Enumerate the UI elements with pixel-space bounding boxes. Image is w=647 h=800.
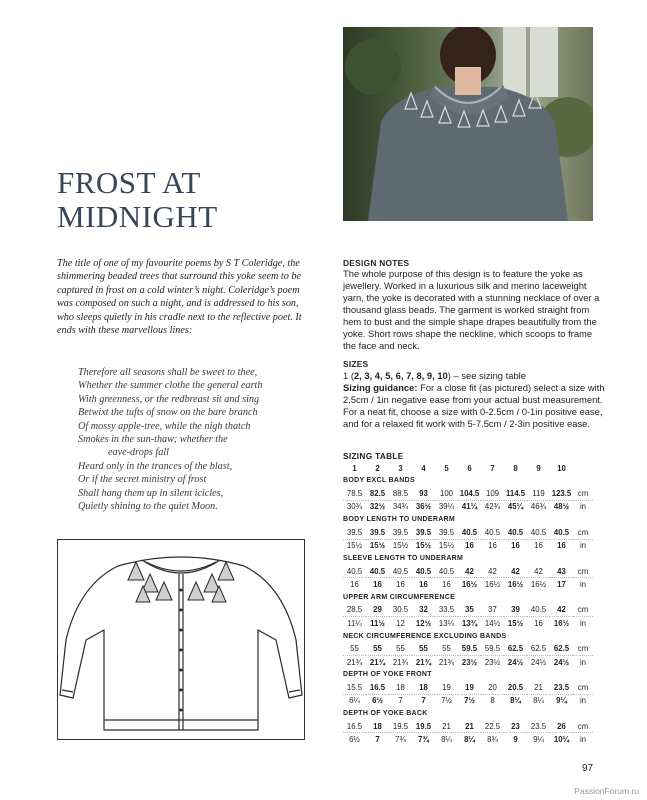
- measurement-cell: 30¾: [346, 502, 363, 512]
- measurement-cell: 16½: [484, 580, 501, 590]
- measurement-cell: 23.5: [527, 720, 550, 733]
- poem-line: eave-drops fall: [108, 447, 170, 459]
- measurement-cell: 16½: [461, 580, 478, 590]
- measurement-cell: 30.5: [389, 604, 412, 617]
- measurement-cell: 40.5: [389, 565, 412, 578]
- measurement-in-row: [343, 500, 593, 513]
- measurement-cell: 16: [419, 580, 428, 590]
- cardigan-sketch: [57, 539, 305, 740]
- poem-line: Heard only in the trances of the blast,: [78, 460, 233, 472]
- measurement-cell: 24½: [553, 657, 570, 667]
- unit-label: cm: [573, 720, 593, 733]
- measurement-cell: 7½: [441, 696, 452, 706]
- size-number: 3: [398, 463, 403, 473]
- measurement-cell: 39.5: [366, 526, 389, 539]
- measurement-cell: 21¾: [392, 657, 409, 667]
- measurement-cell: 40.5: [504, 526, 527, 539]
- measurement-cell: 104.5: [458, 487, 481, 500]
- sizes-prefix: 1 (: [343, 370, 354, 381]
- measurement-cell: 19.5: [389, 720, 412, 733]
- unit-label: in: [579, 580, 587, 590]
- measurement-cell: 16: [511, 541, 520, 551]
- measurement-cell: 8¼: [510, 696, 521, 706]
- measurement-cell: 7: [375, 735, 380, 745]
- measurement-cell: 11¼: [347, 618, 362, 628]
- page-title: FROST AT MIDNIGHT: [57, 165, 218, 234]
- measurement-cell: 8¼: [464, 735, 475, 745]
- measurement-cell: 16: [442, 580, 451, 590]
- measurement-cell: 24½: [530, 657, 547, 667]
- measurement-cell: 15½: [415, 541, 432, 551]
- measurement-cell: 23½: [484, 657, 501, 667]
- measurement-cell: 55: [412, 643, 435, 656]
- measurement-in-row: [343, 617, 593, 630]
- section-heading: DEPTH OF YOKE FRONT: [343, 671, 432, 679]
- measurement-cell: 42: [527, 565, 550, 578]
- sizes-list: 2, 3, 4, 5, 6, 7, 8, 9, 10: [353, 370, 448, 381]
- section-heading-row: [343, 707, 593, 720]
- size-number: 5: [444, 463, 449, 473]
- size-number: 6: [467, 463, 472, 473]
- section-heading: SLEEVE LENGTH TO UNDERARM: [343, 554, 464, 562]
- measurement-cell: 6½: [372, 696, 383, 706]
- measurement-cell: 39¼: [438, 502, 455, 512]
- unit-label: in: [579, 657, 587, 667]
- measurement-cell: 46¾: [530, 502, 547, 512]
- size-number: 8: [513, 463, 518, 473]
- measurement-cell: 16½: [530, 580, 547, 590]
- measurement-cell: 21¾: [438, 657, 455, 667]
- measurement-cell: 14½: [484, 618, 501, 628]
- section-heading: DEPTH OF YOKE BACK: [343, 710, 428, 718]
- measurement-cm-row: [343, 604, 593, 617]
- measurement-cell: 39: [504, 604, 527, 617]
- size-number: 2: [375, 463, 380, 473]
- watermark: PassionForum.ru: [574, 786, 639, 796]
- measurement-cell: 6¼: [349, 696, 360, 706]
- poem-line: Of mossy apple-tree, while the nigh thatch: [78, 420, 251, 432]
- design-notes-text: The whole purpose of this design is to feature the yoke as jewellery. Worked in a luxurious silk and merino laceweight yarn, the yoke is decorated with a stunning necklace of over a thousand glass beads. The garment is worked straight from hem to bust and the simple shape drapes beautifully from the yoke. Short rows shape the neckline, which scoops to frame the face and neck.: [343, 268, 600, 351]
- measurement-cell: 12: [396, 618, 405, 628]
- measurement-cell: 16: [396, 580, 405, 590]
- measurement-cell: 39.5: [435, 526, 458, 539]
- unit-label: cm: [573, 681, 593, 694]
- measurement-cell: 21¾: [369, 657, 386, 667]
- measurement-in-row: [343, 655, 593, 668]
- measurement-cell: 21¾: [415, 657, 432, 667]
- measurement-cell: 35: [458, 604, 481, 617]
- measurement-cm-row: [343, 720, 593, 733]
- measurement-cell: 39.5: [343, 526, 366, 539]
- section-heading-row: [343, 552, 593, 565]
- measurement-cell: 9¼: [533, 735, 544, 745]
- measurement-cell: 8: [490, 696, 495, 706]
- section-heading-row: [343, 474, 593, 487]
- measurement-cell: 33.5: [435, 604, 458, 617]
- measurement-cell: 48½: [553, 502, 570, 512]
- measurement-cell: 32: [412, 604, 435, 617]
- measurement-cell: 16: [488, 541, 497, 551]
- measurement-cell: 55: [435, 643, 458, 656]
- measurement-cell: 16: [534, 618, 543, 628]
- measurement-cell: 19: [435, 681, 458, 694]
- poem-line: Therefore all seasons shall be sweet to thee,: [78, 367, 258, 378]
- measurement-cell: 55: [366, 643, 389, 656]
- measurement-cell: 62.5: [504, 643, 527, 656]
- measurement-cell: 23½: [461, 657, 478, 667]
- poem-line: Quietly shining to the quiet Moon.: [78, 501, 218, 513]
- measurement-cell: 42¾: [484, 502, 501, 512]
- unit-label: in: [579, 502, 587, 512]
- sizing-guidance-label: Sizing guidance:: [343, 382, 418, 393]
- section-heading-row: [343, 591, 593, 604]
- measurement-cell: 39.5: [412, 526, 435, 539]
- poem-line: Betwixt the tufts of snow on the bare branch: [78, 407, 258, 419]
- measurement-cell: 16½: [507, 580, 524, 590]
- poem-line: With greenness, or the redbreast sit and sing: [78, 393, 260, 405]
- measurement-cell: 40.5: [343, 565, 366, 578]
- size-number: 7: [490, 463, 495, 473]
- unit-label: in: [579, 735, 587, 745]
- measurement-cell: 34¾: [392, 502, 409, 512]
- measurement-cm-row: [343, 526, 593, 539]
- measurement-cell: 10¼: [553, 735, 570, 745]
- measurement-cell: 18: [389, 681, 412, 694]
- measurement-cell: 40.5: [550, 526, 573, 539]
- size-number-row: [343, 462, 593, 474]
- measurement-cell: 55: [343, 643, 366, 656]
- measurement-cell: 20.5: [504, 681, 527, 694]
- measurement-cell: 62.5: [527, 643, 550, 656]
- measurement-cell: 21: [435, 720, 458, 733]
- measurement-cell: 7¾: [395, 735, 406, 745]
- measurement-cell: 32½: [369, 502, 386, 512]
- measurement-cell: 42: [550, 604, 573, 617]
- measurement-cell: 16: [373, 580, 382, 590]
- measurement-cell: 119: [527, 487, 550, 500]
- unit-spacer: [573, 462, 593, 474]
- measurement-cell: 22.5: [481, 720, 504, 733]
- measurement-cell: 23: [504, 720, 527, 733]
- measurement-cell: 36½: [415, 502, 432, 512]
- measurement-cell: 21: [527, 681, 550, 694]
- measurement-cell: 16: [557, 541, 566, 551]
- measurement-cell: 15.5: [343, 681, 366, 694]
- measurement-cell: 8¾: [487, 735, 498, 745]
- measurement-cell: 15½: [369, 541, 386, 551]
- measurement-cell: 42: [504, 565, 527, 578]
- unit-label: cm: [573, 487, 593, 500]
- measurement-cell: 28.5: [343, 604, 366, 617]
- size-number: 9: [536, 463, 541, 473]
- sizing-guidance-text: For a close fit (as pictured) select a size with 2.5cm / 1in negative ease from your actual bust measurement. For a neat fit, choose a size with 0-2.5cm / 0-1in positive ease, and for a relaxed fit work with 5-7.5cm / 2-3in positive ease.: [343, 382, 605, 429]
- measurement-in-row: [343, 694, 593, 707]
- measurement-cell: 26: [550, 720, 573, 733]
- measurement-cell: 7½: [464, 696, 475, 706]
- measurement-cell: 13¾: [461, 618, 478, 628]
- measurement-cell: 16½: [553, 618, 570, 628]
- measurement-cell: 93: [412, 487, 435, 500]
- poem-quote: [78, 366, 318, 513]
- measurement-cell: 20: [481, 681, 504, 694]
- measurement-cell: 18: [366, 720, 389, 733]
- measurement-cell: 7: [421, 696, 426, 706]
- measurement-cell: 21: [458, 720, 481, 733]
- measurement-cm-row: [343, 487, 593, 500]
- measurement-cell: 40.5: [527, 526, 550, 539]
- measurement-cell: 15½: [346, 541, 363, 551]
- measurement-cell: 41¼: [461, 502, 478, 512]
- measurement-cell: 16: [350, 580, 359, 590]
- design-notes-heading: DESIGN NOTES: [343, 258, 410, 268]
- measurement-cell: 7: [398, 696, 403, 706]
- measurement-cell: 45¼: [507, 502, 524, 512]
- measurement-cell: 100: [435, 487, 458, 500]
- unit-label: in: [579, 541, 587, 551]
- poem-line: Or if the secret ministry of frost: [78, 474, 207, 486]
- measurement-cell: 19.5: [412, 720, 435, 733]
- measurement-cell: 15½: [507, 618, 524, 628]
- sizes-text: [343, 370, 605, 430]
- measurement-cell: 13¼: [438, 618, 455, 628]
- unit-label: in: [579, 618, 587, 628]
- sizing-table-heading: SIZING TABLE: [343, 451, 404, 461]
- measurement-cell: 37: [481, 604, 504, 617]
- measurement-in-row: [343, 733, 593, 746]
- measurement-cell: 40.5: [412, 565, 435, 578]
- measurement-cell: 11½: [370, 618, 385, 628]
- poem-line: Whether the summer clothe the general earth: [78, 380, 263, 392]
- measurement-cell: 9: [513, 735, 518, 745]
- measurement-cell: 9¼: [556, 696, 567, 706]
- measurement-cell: 7¾: [418, 735, 429, 745]
- section-heading: NECK CIRCUMFERENCE EXCLUDING BANDS: [343, 632, 507, 640]
- poem-line: Smokes in the sun-thaw; whether the: [78, 434, 228, 446]
- measurement-cell: 40.5: [366, 565, 389, 578]
- measurement-cell: 18: [412, 681, 435, 694]
- measurement-cell: 114.5: [504, 487, 527, 500]
- measurement-cell: 39.5: [389, 526, 412, 539]
- measurement-cell: 8¼: [441, 735, 452, 745]
- sweater-back-photo: [343, 27, 593, 221]
- section-heading: BODY LENGTH TO UNDERARM: [343, 516, 456, 524]
- size-number: 1: [352, 463, 357, 473]
- measurement-cell: 16.5: [343, 720, 366, 733]
- measurement-cell: 40.5: [481, 526, 504, 539]
- measurement-cell: 55: [389, 643, 412, 656]
- poem-line: Shall hang them up in silent icicles,: [78, 487, 224, 499]
- measurement-cell: 24½: [507, 657, 524, 667]
- measurement-cm-row: [343, 681, 593, 694]
- measurement-cell: 42: [481, 565, 504, 578]
- measurement-cell: 16: [465, 541, 474, 551]
- measurement-cell: 43: [550, 565, 573, 578]
- measurement-cell: 109: [481, 487, 504, 500]
- intro-text: The title of one of my favourite poems by S T Coleridge, the shimmering beaded trees that surround this yoke seem to be captured in frost on a cold winter’s night. Coleridge’s poem was composed on such a night, and is addressed to his son, who sleeps quietly in his cradle next to the reflective poet. It ends with these marvellous lines:: [57, 258, 302, 337]
- size-number: 4: [421, 463, 426, 473]
- measurement-cell: 17: [557, 580, 566, 590]
- size-number: 10: [557, 463, 566, 473]
- measurement-cell: 59.5: [481, 643, 504, 656]
- measurement-cell: 19: [458, 681, 481, 694]
- measurement-cell: 16.5: [366, 681, 389, 694]
- measurement-cell: 78.5: [343, 487, 366, 500]
- section-heading-row: [343, 668, 593, 681]
- measurement-cell: 12½: [415, 618, 432, 628]
- page-number: 97: [582, 763, 594, 774]
- measurement-cell: 15½: [392, 541, 409, 551]
- measurement-cm-row: [343, 565, 593, 578]
- measurement-cell: 23.5: [550, 681, 573, 694]
- measurement-in-row: [343, 539, 593, 552]
- unit-label: cm: [573, 604, 593, 617]
- unit-label: cm: [573, 526, 593, 539]
- measurement-cell: 29: [366, 604, 389, 617]
- sizing-table: [343, 462, 593, 746]
- measurement-cell: 21¾: [346, 657, 363, 667]
- measurement-cell: 62.5: [550, 643, 573, 656]
- section-heading: BODY EXCL BANDS: [343, 477, 415, 485]
- measurement-cell: 88.5: [389, 487, 412, 500]
- measurement-cell: 8¼: [533, 696, 544, 706]
- unit-label: cm: [573, 565, 593, 578]
- measurement-cell: 40.5: [458, 526, 481, 539]
- measurement-cell: 123.5: [550, 487, 573, 500]
- unit-label: in: [579, 696, 587, 706]
- measurement-cell: 16: [534, 541, 543, 551]
- section-heading-row: [343, 513, 593, 526]
- section-heading: UPPER ARM CIRCUMFERENCE: [343, 593, 456, 601]
- unit-label: cm: [573, 643, 593, 656]
- sizes-suffix: ) – see sizing table: [447, 370, 526, 381]
- measurement-cell: 40.5: [435, 565, 458, 578]
- section-heading-row: [343, 630, 593, 643]
- measurement-cell: 15½: [438, 541, 455, 551]
- measurement-in-row: [343, 578, 593, 591]
- measurement-cm-row: [343, 643, 593, 656]
- measurement-cell: 40.5: [527, 604, 550, 617]
- measurement-cell: 42: [458, 565, 481, 578]
- measurement-cell: 6½: [349, 735, 360, 745]
- measurement-cell: 59.5: [458, 643, 481, 656]
- sizes-heading: SIZES: [343, 359, 369, 369]
- measurement-cell: 82.5: [366, 487, 389, 500]
